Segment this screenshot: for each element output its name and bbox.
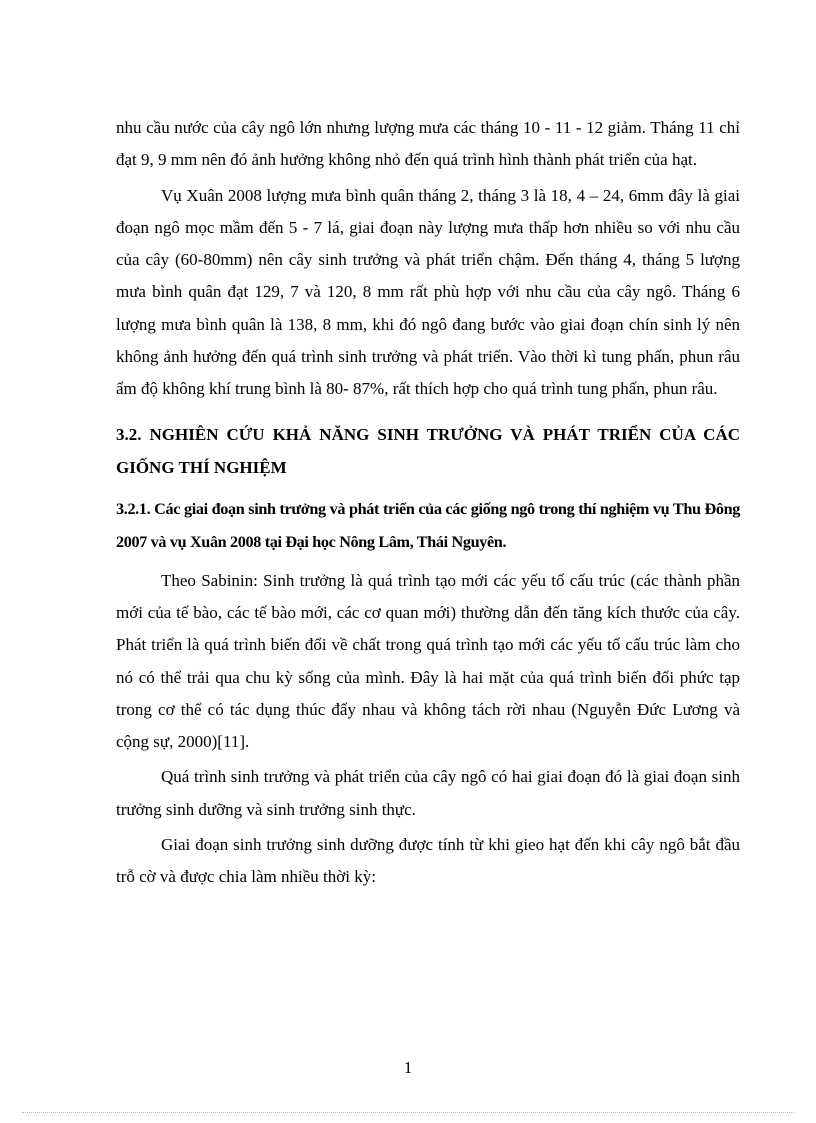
paragraph-water-demand: nhu cầu nước của cây ngô lớn nhưng lượng mưa các tháng 10 - 11 - 12 giảm. Tháng 11 chỉ đạt 9, 9 mm nên đó ảnh hưởng không nhỏ đến quá trình hình thành phát triển của hạt. (116, 118, 740, 170)
paragraph-spring-rainfall: Vụ Xuân 2008 lượng mưa bình quân tháng 2, tháng 3 là 18, 4 – 24, 6mm đây là giai đoạn ngô mọc mầm đến 5 - 7 lá, giai đoạn này lượng mưa thấp hơn nhiều so với nhu cầu của cây (60-80mm) nên cây sinh trưởng và phát triển chậm. Đến tháng 4, tháng 5 lượng mưa bình quân đạt 129, 7 và 120, 8 mm rất phù hợp với nhu cầu của cây ngô. Tháng 6 lượng mưa bình quân là 138, 8 mm, khi đó ngô đang bước vào giai đoạn chín sinh lý nên không ảnh hưởng đến quá trình sinh trưởng và phát triển. Vào thời kì tung phấn, phun râu ẩm độ không khí trung bình là 80- 87%, rất thích hợp cho quá trình tung phấn, phun râu. (116, 185, 740, 399)
page-number: 1 (403, 1058, 413, 1077)
section-heading: 3.2. NGHIÊN CỨU KHẢ NĂNG SINH TRƯỞNG VÀ PHÁT TRIỂN CỦA CÁC GIỐNG THÍ NGHIỆM (116, 424, 740, 477)
subsection-heading: 3.2.1. Các giai đoạn sinh trưởng và phát triển của các giống ngô trong thí nghiệm vụ Thu Đông 2007 và vụ Xuân 2008 tại Đại học Nông Lâm, Thái Nguyên. (116, 499, 740, 551)
paragraph-sabinin-definition: Theo Sabinin: Sinh trưởng là quá trình tạo mới các yếu tố cấu trúc (các thành phần mới của tế bào, các tế bào mới, các cơ quan mới) thường dẫn đến tăng kích thước của cây. Phát triển là quá trình biến đổi về chất trong quá trình tạo mới các yếu tố cấu trúc làm cho nó có thể trải qua chu kỳ sống của mình. Đây là hai mặt của quá trình biến đổi phức tạp trong cơ thể có tác dụng thúc đẩy nhau và không tách rời nhau (Nguyễn Đức Lương và cộng sự, 2000)[11]. (116, 570, 740, 752)
paragraph-vegetative-stage: Giai đoạn sinh trưởng sinh dưỡng được tính từ khi gieo hạt đến khi cây ngô bắt đầu trỗ cờ và được chia làm nhiều thời kỳ: (116, 835, 740, 887)
document-page (116, 112, 740, 894)
page-bottom-divider (22, 1112, 794, 1113)
paragraph-growth-stages: Quá trình sinh trưởng và phát triển của cây ngô có hai giai đoạn đó là giai đoạn sinh trưởng sinh dưỡng và sinh trưởng sinh thực. (116, 767, 740, 819)
